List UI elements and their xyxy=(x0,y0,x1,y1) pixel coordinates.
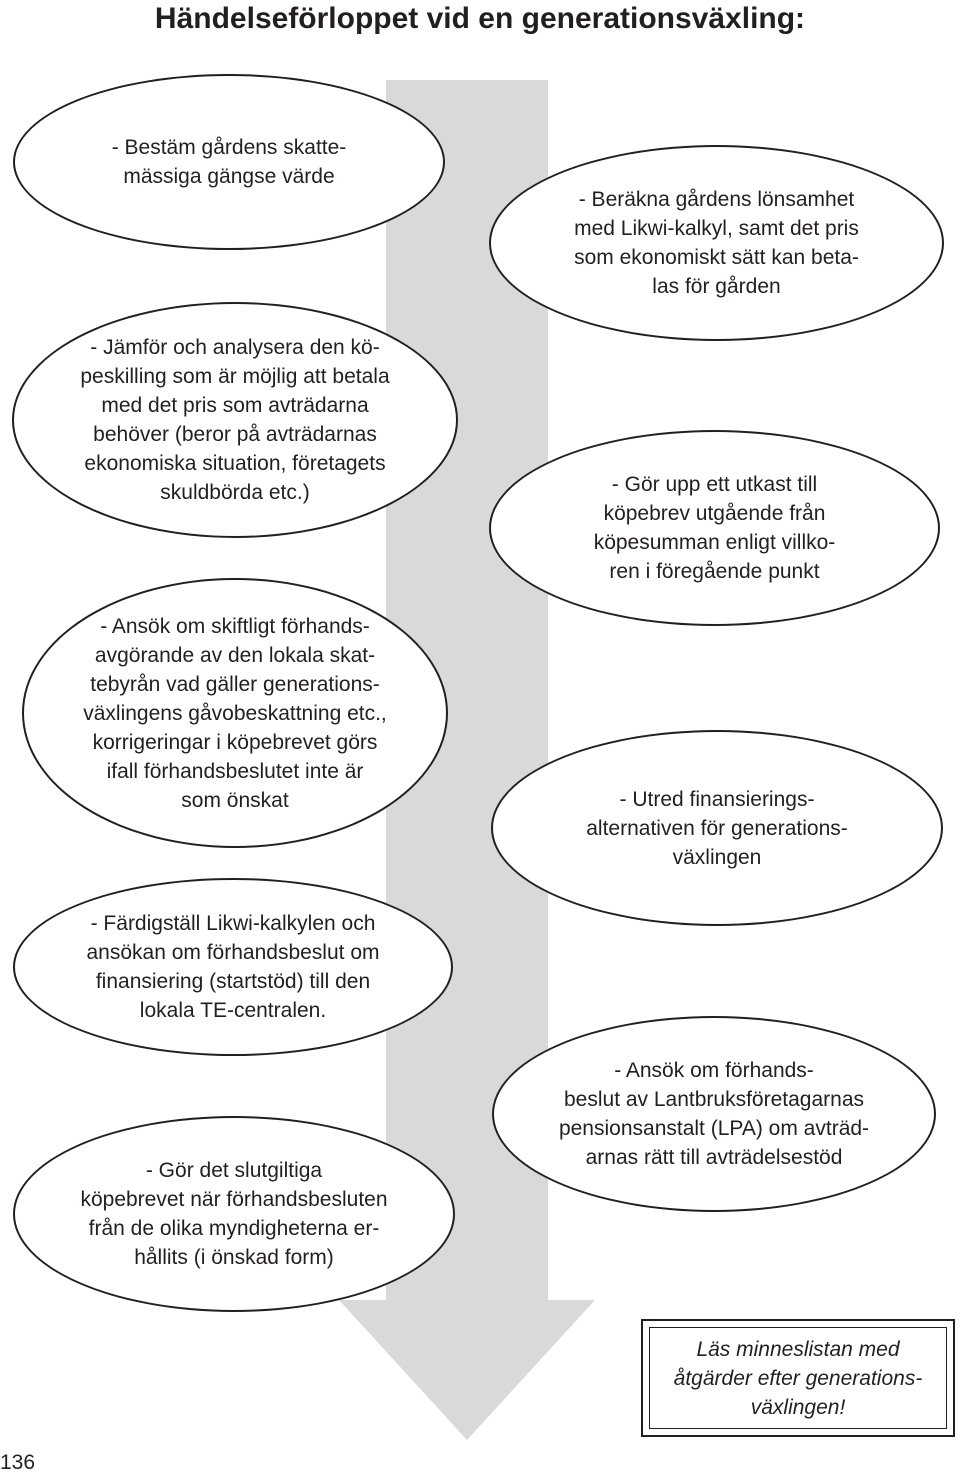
step-3-text: - Jämför och analysera den kö- peskilling som är möjlig att betala med det pris som avträdarna behöver (beror på avträdarnas ekonomiska situation, företagets skuldbörda etc.) xyxy=(80,336,390,504)
step-7-text: - Färdigställ Likwi-kalkylen och ansökan om förhandsbeslut om finansiering (startstöd) till den lokala TE-centralen. xyxy=(86,912,380,1022)
step-3-ellipse xyxy=(12,302,458,538)
step-9-ellipse xyxy=(13,1116,455,1312)
step-6-ellipse xyxy=(491,730,943,926)
page-number: 136 xyxy=(0,1451,36,1474)
reminder-box xyxy=(641,1319,955,1437)
step-5-ellipse xyxy=(22,578,448,848)
step-1-ellipse xyxy=(13,74,445,250)
diagram-title: Händelseförloppet vid en generationsväxling: xyxy=(154,2,806,35)
step-8-ellipse xyxy=(492,1016,936,1212)
reminder-inner-frame xyxy=(649,1327,947,1429)
step-7-ellipse xyxy=(13,878,453,1056)
step-6-text: - Utred finansierings- alternativen för generations- växlingen xyxy=(586,787,848,869)
step-4-text: - Gör upp ett utkast till köpebrev utgående från köpesumman enligt villko- ren i föregående punkt xyxy=(593,473,836,583)
step-4-ellipse xyxy=(489,430,940,626)
step-8-text: - Ansök om förhands- beslut av Lantbruksföretagarnas pensionsanstalt (LPA) om avträd- arnas rätt till avträdelsestöd xyxy=(558,1059,870,1169)
reminder-text: Läs minneslistan med åtgärder efter generations- växlingen! xyxy=(673,1337,923,1419)
step-2-text: - Beräkna gårdens lönsamhet med Likwi-kalkyl, samt det pris som ekonomiskt sätt kan beta- las för gården xyxy=(574,188,859,298)
step-2-ellipse xyxy=(489,145,944,341)
step-9-text: - Gör det slutgiltiga köpebrevet när förhandsbesluten från de olika myndigheterna er- hållits (i önskad form) xyxy=(80,1159,388,1269)
step-5-text: - Ansök om skiftligt förhands- avgörande av den lokala skat- tebyrån vad gäller generations- växlingens gåvobeskattning etc., korrigeringar i köpebrevet görs ifall förhandsbeslutet inte är som önskat xyxy=(83,614,387,812)
step-1-text: - Bestäm gårdens skatte- mässiga gängse värde xyxy=(111,136,347,188)
